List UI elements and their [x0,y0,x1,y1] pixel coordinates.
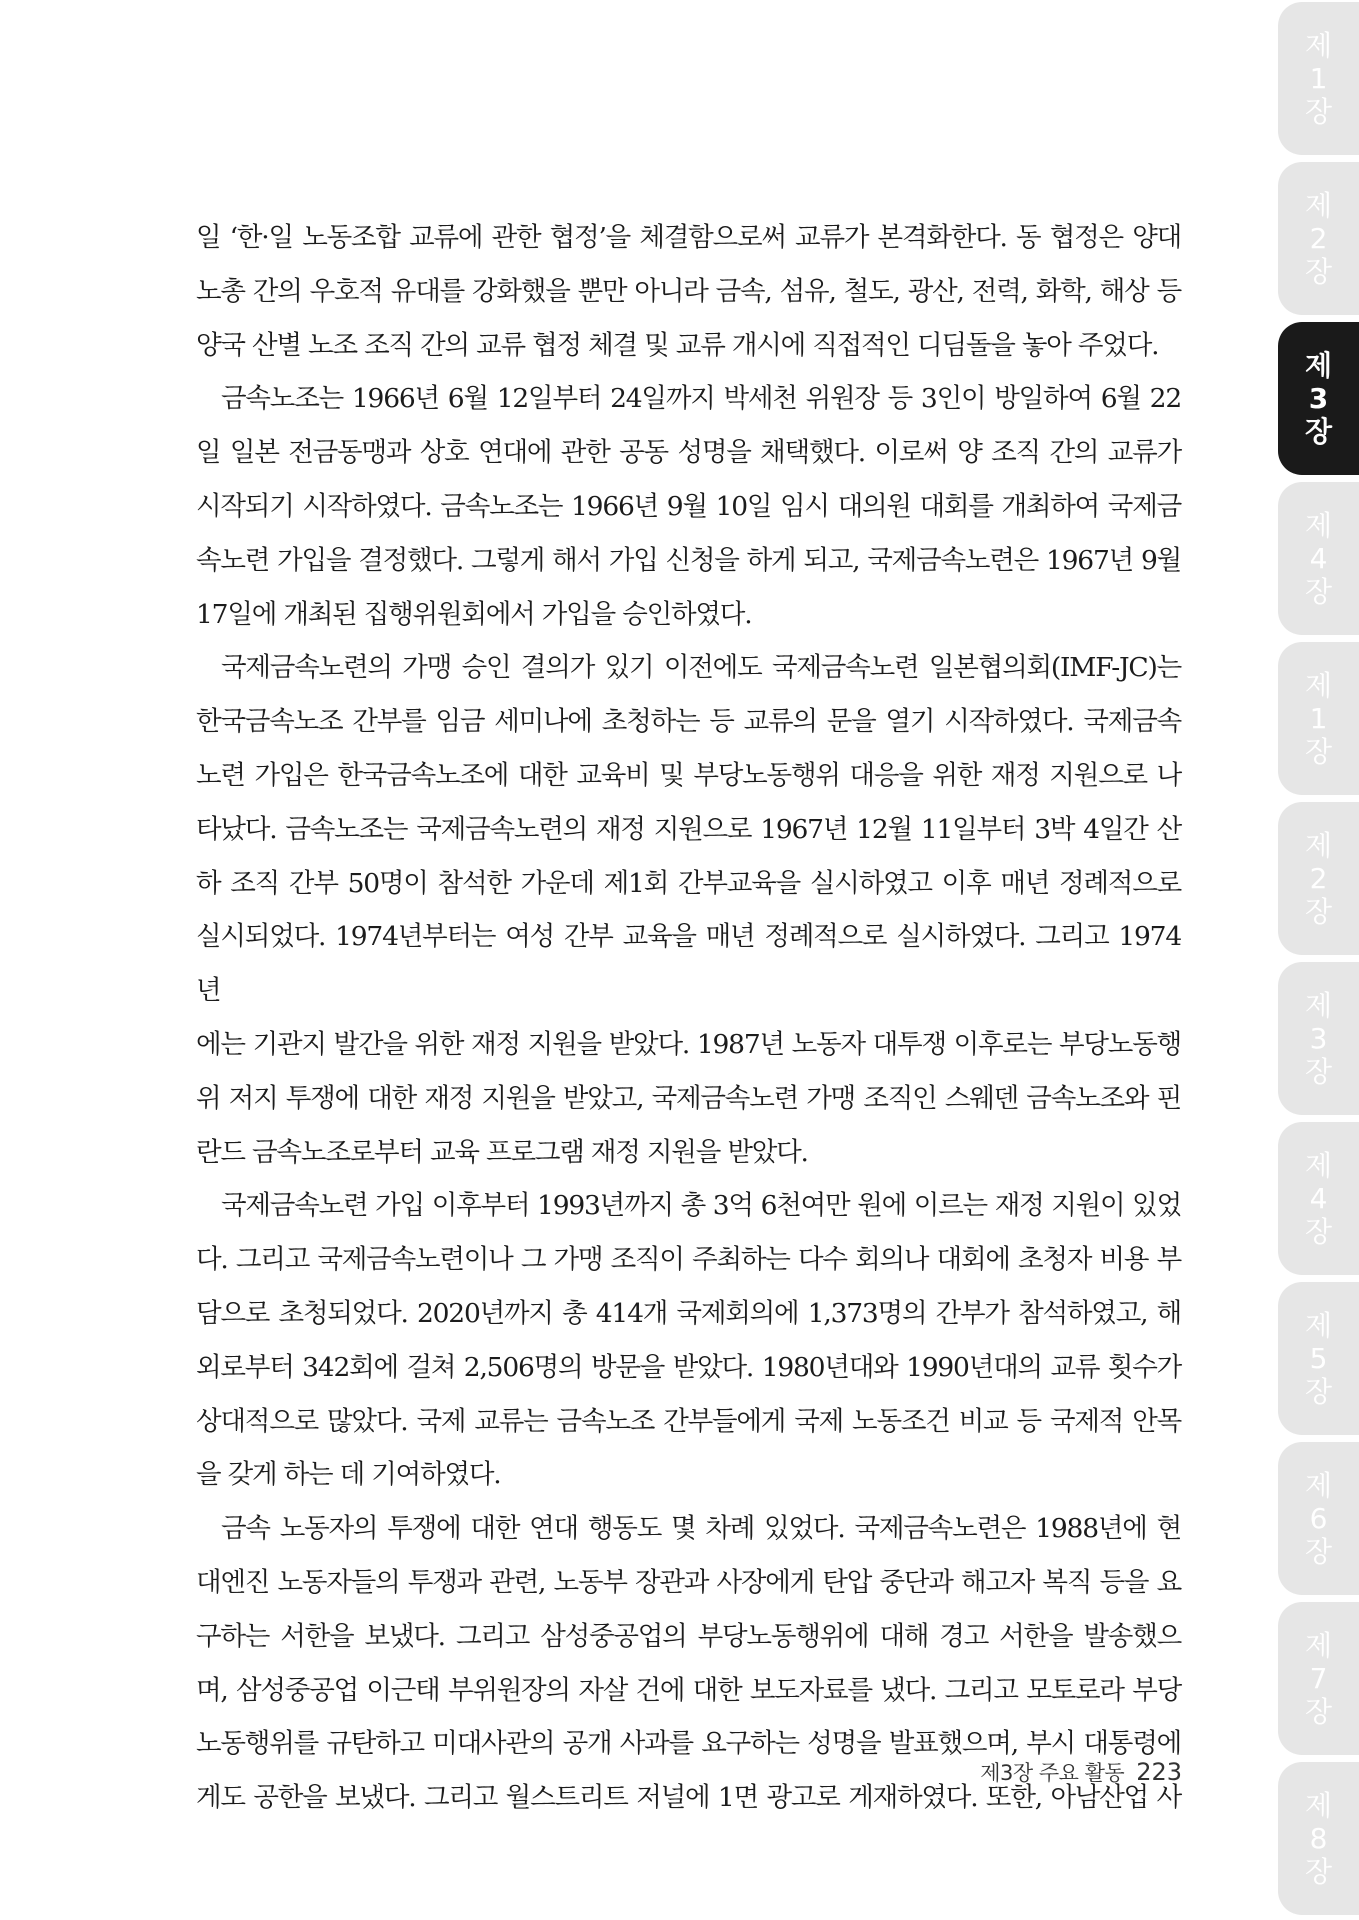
tab-text: 제 [1304,1149,1333,1182]
chapter-tab[interactable] [1278,642,1359,795]
chapter-tab[interactable] [1278,1122,1359,1275]
tab-text: 장 [1304,1695,1333,1728]
footer-chapter-label: 제3장 주요 활동 [980,1761,1125,1785]
body-line: 게도 공한을 보냈다. 그리고 월스트리트 저널에 1면 광고로 게재하였다. 또한, 아남산업 사 [196,1782,1181,1814]
tab-text: 4 [1309,542,1328,575]
body-line: 을 갖게 하는 데 기여하였다. [196,1459,501,1491]
body-line: 상대적으로 많았다. 국제 교류는 금속노조 간부들에게 국제 노동조건 비교 등 국제적 안목 [196,1405,1181,1437]
tab-text: 장 [1304,1055,1333,1088]
body-line: 실시되었다. 1974년부터는 여성 간부 교육을 매년 정례적으로 실시하였다. 그리고 1974년 [196,921,1181,1007]
body-line: 국제금속노련의 가맹 승인 결의가 있기 이전에도 국제금속노련 일본협의회(IMF-JC)는 [221,652,1181,684]
tab-text: 제 [1304,1309,1333,1342]
tab-text: 장 [1304,1535,1333,1568]
tab-text: 2 [1309,222,1328,255]
body-line: 타났다. 금속노조는 국제금속노련의 재정 지원으로 1967년 12월 11일부터 3박 4일간 산 [196,813,1181,845]
tab-text: 3 [1309,1022,1328,1055]
tab-text: 7 [1309,1662,1328,1695]
tab-text: 제 [1304,1469,1333,1502]
body-line: 국제금속노련 가입 이후부터 1993년까지 총 3억 6천여만 원에 이르는 재정 지원이 있었 [221,1190,1181,1222]
body-line: 며, 삼성중공업 이근태 부위원장의 자살 건에 대한 보도자료를 냈다. 그리고 모토로라 부당 [196,1674,1181,1706]
chapter-tab-active[interactable] [1278,322,1359,475]
body-line: 금속 노동자의 투쟁에 대한 연대 행동도 몇 차례 있었다. 국제금속노련은 1988년에 현 [221,1513,1181,1545]
tab-text: 제 [1304,1629,1333,1662]
body-line: 노동행위를 규탄하고 미대사관의 공개 사과를 요구하는 성명을 발표했으며, 부시 대통령에 [196,1728,1181,1760]
tab-text: 장 [1304,95,1333,128]
tab-text: 제 [1304,509,1333,542]
tab-text: 장 [1304,1375,1333,1408]
tab-text: 8 [1309,1822,1328,1855]
body-line: 노련 가입은 한국금속노조에 대한 교육비 및 부당노동행위 대응을 위한 재정 지원으로 나 [196,759,1181,791]
chapter-tab[interactable] [1278,162,1359,315]
chapter-tab[interactable] [1278,1762,1359,1915]
running-footer [960,1757,1182,1787]
page-body [196,211,1181,1825]
tab-text: 5 [1309,1342,1328,1375]
tab-text: 장 [1304,575,1333,608]
body-line: 하 조직 간부 50명이 참석한 가운데 제1회 간부교육을 실시하였고 이후 매년 정례적으로 [196,867,1181,899]
tab-text: 제 [1304,1789,1333,1822]
tab-text: 장 [1304,895,1333,928]
tab-text: 4 [1309,1182,1328,1215]
tab-text: 제 [1304,829,1333,862]
body-line: 외로부터 342회에 걸쳐 2,506명의 방문을 받았다. 1980년대와 1990년대의 교류 횟수가 [196,1351,1181,1383]
tab-text: 제 [1304,29,1333,62]
body-line: 양국 산별 노조 조직 간의 교류 협정 체결 및 교류 개시에 직접적인 디딤돌을 놓아 주었다. [196,329,1159,361]
body-line: 일 ‘한·일 노동조합 교류에 관한 협정’을 체결함으로써 교류가 본격화한다. 동 협정은 양대 [196,222,1181,253]
body-line: 위 저지 투쟁에 대한 재정 지원을 받았고, 국제금속노련 가맹 조직인 스웨덴 금속노조와 핀 [196,1082,1181,1114]
tab-text: 제 [1304,669,1333,702]
tab-text: 장 [1304,1215,1333,1248]
body-line: 금속노조는 1966년 6월 12일부터 24일까지 박세천 위원장 등 3인이 방일하여 6월 22 [221,383,1181,415]
tab-text: 제 [1304,989,1333,1022]
body-line: 일 일본 전금동맹과 상호 연대에 관한 공동 성명을 채택했다. 이로써 양 조직 간의 교류가 [196,437,1181,469]
body-line: 구하는 서한을 보냈다. 그리고 삼성중공업의 부당노동행위에 대해 경고 서한을 발송했으 [196,1620,1181,1652]
chapter-tab[interactable] [1278,1602,1359,1755]
body-line: 에는 기관지 발간을 위한 재정 지원을 받았다. 1987년 노동자 대투쟁 이후로는 부당노동행 [196,1028,1181,1060]
chapter-tab[interactable] [1278,482,1359,635]
tab-text: 장 [1304,735,1333,768]
tab-text: 2 [1309,862,1328,895]
chapter-tab[interactable] [1278,2,1359,155]
tab-text: 제 [1304,349,1333,382]
chapter-tab[interactable] [1278,962,1359,1115]
body-line: 다. 그리고 국제금속노련이나 그 가맹 조직이 주최하는 다수 회의나 대회에 초청자 비용 부 [196,1244,1181,1276]
tab-text: 장 [1304,1855,1333,1888]
tab-text: 1 [1309,62,1328,95]
body-line: 노총 간의 우호적 유대를 강화했을 뿐만 아니라 금속, 섬유, 철도, 광산, 전력, 화학, 해상 등 [196,275,1181,307]
chapter-tab[interactable] [1278,1282,1359,1435]
tab-text: 6 [1309,1502,1328,1535]
body-line: 담으로 초청되었다. 2020년까지 총 414개 국제회의에 1,373명의 간부가 참석하였고, 해 [196,1297,1181,1329]
page-number: 223 [1136,1758,1182,1786]
body-line: 속노련 가입을 결정했다. 그렇게 해서 가입 신청을 하게 되고, 국제금속노련은 1967년 9월 [196,544,1181,576]
body-line: 17일에 개최된 집행위원회에서 가입을 승인하였다. [196,598,752,630]
chapter-tab[interactable] [1278,802,1359,955]
tab-text: 장 [1304,255,1333,288]
chapter-tab-strip [1278,0,1359,1920]
chapter-tab[interactable] [1278,1442,1359,1595]
tab-text: 1 [1309,702,1328,735]
body-line: 시작되기 시작하였다. 금속노조는 1966년 9월 10일 임시 대의원 대회를 개최하여 국제금 [196,490,1181,522]
body-line: 한국금속노조 간부를 임금 세미나에 초청하는 등 교류의 문을 열기 시작하였다. 국제금속 [196,706,1181,738]
body-line: 란드 금속노조로부터 교육 프로그램 재정 지원을 받았다. [196,1136,808,1168]
body-line: 대엔진 노동자들의 투쟁과 관련, 노동부 장관과 사장에게 탄압 중단과 해고자 복직 등을 요 [196,1566,1181,1598]
tab-text: 장 [1304,415,1333,448]
tab-text: 제 [1304,189,1333,222]
tab-text: 3 [1308,382,1329,415]
